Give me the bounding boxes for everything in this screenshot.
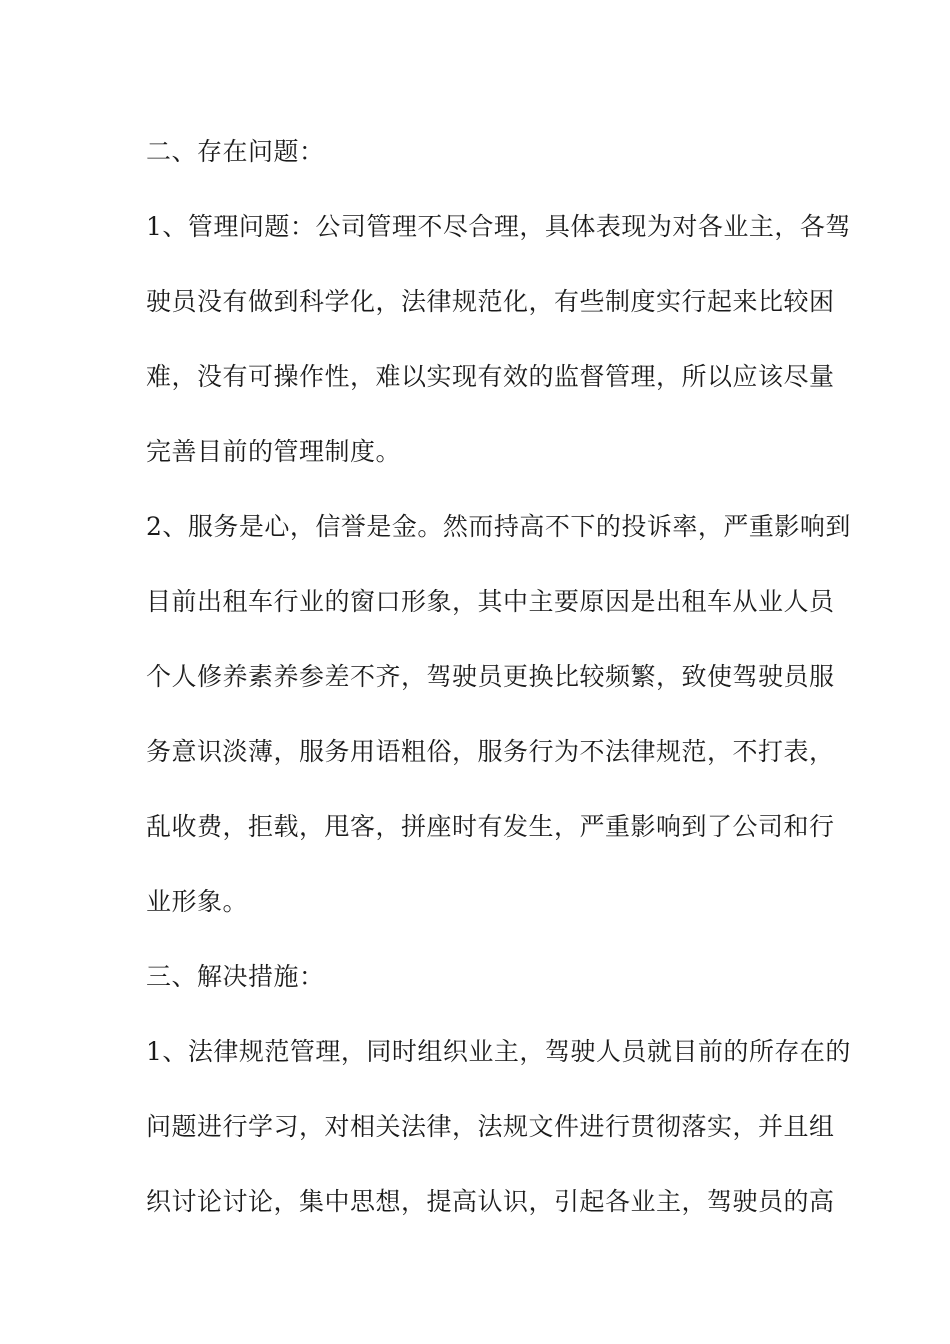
paragraph-line: 乱收费，拒载，甩客，拼座时有发生，严重影响到了公司和行	[146, 812, 835, 841]
paragraph-line: 2、服务是心，信誉是金。然而持高不下的投诉率，严重影响到	[146, 512, 851, 541]
section-heading-solutions: 三、解决措施：	[146, 962, 325, 991]
section-heading-problems: 二、存在问题：	[146, 137, 325, 166]
paragraph-line: 问题进行学习，对相关法律，法规文件进行贯彻落实，并且组	[146, 1112, 835, 1141]
paragraph-line: 织讨论讨论，集中思想，提高认识，引起各业主，驾驶员的高	[146, 1187, 835, 1216]
paragraph-line: 驶员没有做到科学化，法律规范化，有些制度实行起来比较困	[146, 287, 835, 316]
paragraph-line: 目前出租车行业的窗口形象，其中主要原因是出租车从业人员	[146, 587, 835, 616]
paragraph-line: 1、管理问题：公司管理不尽合理，具体表现为对各业主，各驾	[146, 212, 851, 241]
paragraph-line: 业形象。	[146, 887, 249, 916]
paragraph-line: 个人修养素养参差不齐，驾驶员更换比较频繁，致使驾驶员服	[146, 662, 835, 691]
paragraph-line: 务意识淡薄，服务用语粗俗，服务行为不法律规范，不打表，	[146, 737, 835, 766]
paragraph-line: 完善目前的管理制度。	[146, 437, 402, 466]
paragraph-line: 难，没有可操作性，难以实现有效的监督管理，所以应该尽量	[146, 362, 835, 391]
paragraph-line: 1、法律规范管理，同时组织业主，驾驶人员就目前的所存在的	[146, 1037, 851, 1066]
